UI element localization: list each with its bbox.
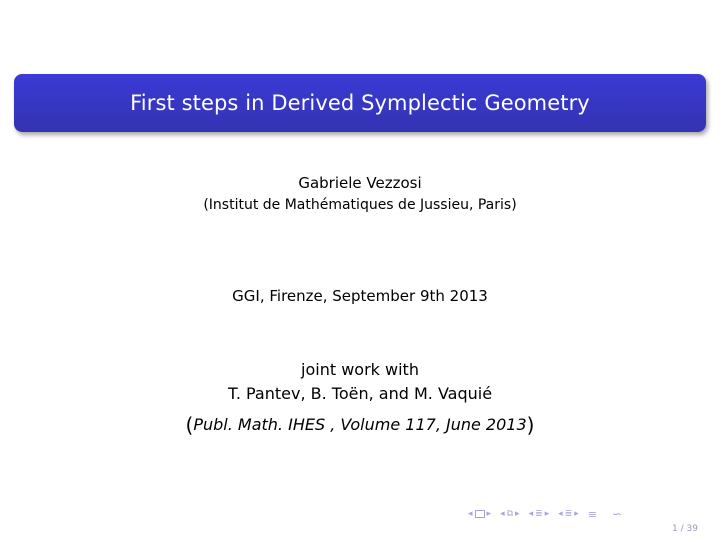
section-stack-icon[interactable]: ⧉ bbox=[506, 508, 514, 519]
next-section-icon[interactable]: ▸ bbox=[515, 508, 520, 519]
frame-box-icon[interactable] bbox=[475, 510, 485, 518]
section-nav-group bbox=[500, 510, 520, 519]
affiliation-open-paren: ( bbox=[203, 197, 209, 213]
next-subsection-icon[interactable]: ▸ bbox=[544, 508, 550, 519]
search-loop-icon[interactable]: ∽ bbox=[612, 507, 623, 521]
publication-reference bbox=[0, 413, 720, 437]
frame-nav-group bbox=[468, 510, 491, 519]
publication-close-paren: ) bbox=[526, 413, 535, 437]
page-number: 1 / 39 bbox=[672, 524, 698, 534]
affiliation-close-paren: ) bbox=[511, 197, 517, 213]
slide-nav-group bbox=[558, 510, 579, 519]
subsection-nav-group bbox=[529, 510, 550, 519]
joint-work-label: joint work with bbox=[301, 360, 419, 379]
prev-section-icon[interactable]: ◂ bbox=[500, 508, 505, 519]
prev-frame-icon[interactable]: ▸ bbox=[486, 508, 492, 519]
align-icon[interactable]: ≡ bbox=[587, 507, 597, 521]
beamer-navigation-bar bbox=[468, 506, 622, 522]
event-info: GGI, Firenze, September 9th 2013 bbox=[232, 287, 488, 305]
affiliation-text: Institut de Mathématiques de Jussieu, Paris bbox=[208, 197, 512, 213]
prev-slide-icon[interactable]: ◂ bbox=[558, 508, 563, 519]
coauthors: T. Pantev, B. Toën, and M. Vaquié bbox=[227, 384, 493, 403]
next-slide-icon[interactable]: ▸ bbox=[574, 508, 579, 519]
author-name: Gabriele Vezzosi bbox=[298, 174, 422, 192]
author-affiliation bbox=[0, 197, 720, 213]
slide-icon[interactable]: ≣ bbox=[564, 508, 573, 519]
slide-title: First steps in Derived Symplectic Geometry bbox=[130, 91, 590, 115]
publication-text: Publ. Math. IHES , Volume 117, June 2013 bbox=[193, 415, 527, 434]
subsection-icon[interactable]: ≣ bbox=[535, 508, 543, 519]
prev-subsection-icon[interactable]: ◂ bbox=[528, 508, 534, 519]
title-bar bbox=[14, 74, 706, 132]
first-frame-icon[interactable]: ◂ bbox=[468, 508, 473, 519]
publication-open-paren: ( bbox=[185, 413, 194, 437]
